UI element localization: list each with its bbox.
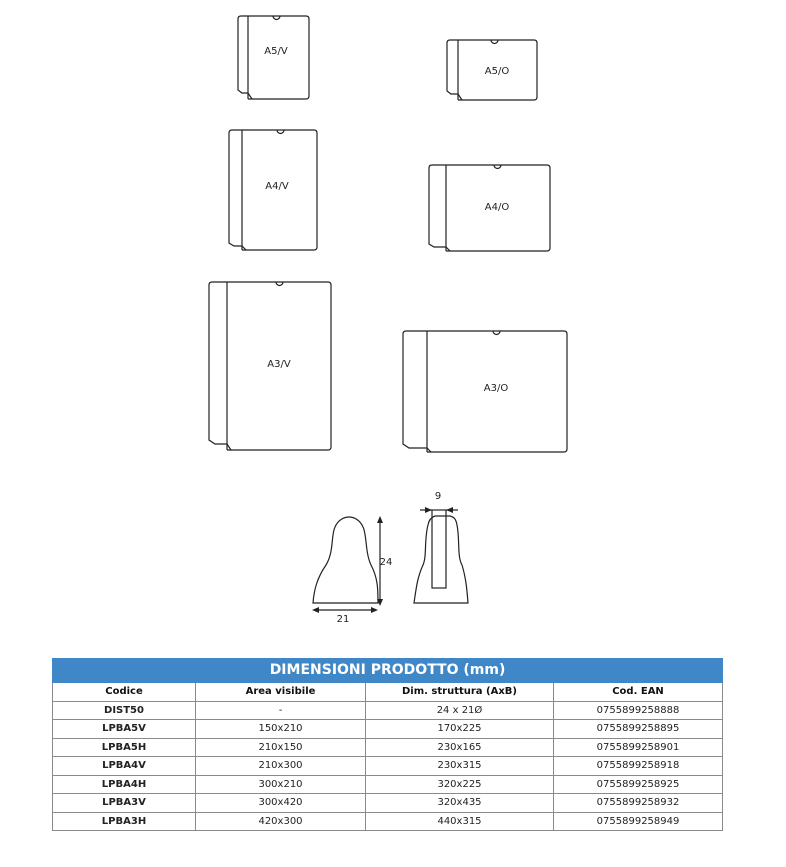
cell-cod-ean: 0755899258932 <box>554 794 723 813</box>
col-header-area-visibile: Area visibile <box>196 683 366 702</box>
cell-dim-struttura: 440x315 <box>366 812 554 831</box>
holder-label-a4v: A4/V <box>265 181 289 192</box>
table-header-row <box>53 683 723 702</box>
holder-label-a5v: A5/V <box>264 46 288 57</box>
table-row <box>53 701 723 720</box>
holder-label-a5o: A5/O <box>484 66 510 77</box>
cell-dim-struttura: 24 x 21Ø <box>366 701 554 720</box>
cell-codice: LPBA5V <box>53 720 196 739</box>
cell-dim-struttura: 320x225 <box>366 775 554 794</box>
cell-cod-ean: 0755899258918 <box>554 757 723 776</box>
cell-codice: LPBA3V <box>53 794 196 813</box>
cell-cod-ean: 0755899258895 <box>554 720 723 739</box>
col-header-codice: Codice <box>53 683 196 702</box>
base-height-label: 24 <box>379 557 393 568</box>
base-side-view <box>414 510 468 603</box>
col-header-cod-ean: Cod. EAN <box>554 683 723 702</box>
base-front-view <box>313 517 380 610</box>
cell-cod-ean: 0755899258925 <box>554 775 723 794</box>
cell-area-visibile: 150x210 <box>196 720 366 739</box>
cell-area-visibile: 300x420 <box>196 794 366 813</box>
cell-cod-ean: 0755899258901 <box>554 738 723 757</box>
product-dimensions-table <box>52 658 723 831</box>
cell-codice: LPBA3H <box>53 812 196 831</box>
base-width-label: 21 <box>336 614 350 625</box>
cell-area-visibile: 210x150 <box>196 738 366 757</box>
table-title: DIMENSIONI PRODOTTO (mm) <box>53 659 723 683</box>
cell-cod-ean: 0755899258949 <box>554 812 723 831</box>
table-row <box>53 720 723 739</box>
cell-codice: LPBA4V <box>53 757 196 776</box>
cell-cod-ean: 0755899258888 <box>554 701 723 720</box>
holder-label-a3o: A3/O <box>483 383 509 394</box>
cell-area-visibile: 420x300 <box>196 812 366 831</box>
base-slot-label: 9 <box>434 491 442 502</box>
table-title-row <box>53 659 723 683</box>
cell-area-visibile: 210x300 <box>196 757 366 776</box>
table-row <box>53 812 723 831</box>
table-row <box>53 757 723 776</box>
holder-label-a4o: A4/O <box>484 202 510 213</box>
cell-dim-struttura: 170x225 <box>366 720 554 739</box>
cell-area-visibile: - <box>196 701 366 720</box>
cell-dim-struttura: 230x165 <box>366 738 554 757</box>
cell-dim-struttura: 320x435 <box>366 794 554 813</box>
cell-codice: LPBA4H <box>53 775 196 794</box>
cell-codice: LPBA5H <box>53 738 196 757</box>
holder-a5-vertical <box>238 16 309 99</box>
cell-area-visibile: 300x210 <box>196 775 366 794</box>
table-row <box>53 794 723 813</box>
cell-dim-struttura: 230x315 <box>366 757 554 776</box>
table-row <box>53 775 723 794</box>
col-header-dim-struttura: Dim. struttura (AxB) <box>366 683 554 702</box>
cell-codice: DIST50 <box>53 701 196 720</box>
table-row <box>53 738 723 757</box>
holder-label-a3v: A3/V <box>267 359 291 370</box>
